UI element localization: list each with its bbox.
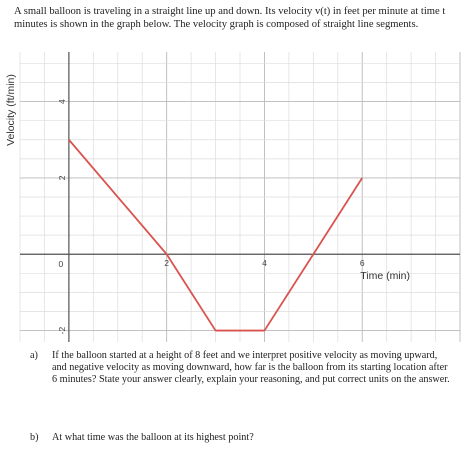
question-b-text: At what time was the balloon at its highest point? xyxy=(52,432,254,443)
question-a-tag: a) xyxy=(30,350,38,361)
x-tick-label-6: 6 xyxy=(359,258,365,269)
question-a-text: If the balloon started at a height of 8 feet and we interpret positive velocity as moving upward, and negative velocity as moving downward, how far is the balloon from its starting location after 6 minutes? State your answer clearly, explain your reasoning, and put correct units on the answer. xyxy=(52,350,450,385)
y-tick-label-2: 2 xyxy=(56,175,67,181)
y-axis-title: Velocity (ft/min) xyxy=(5,74,17,146)
origin-label: 0 xyxy=(58,259,64,270)
question-b xyxy=(30,432,450,444)
question-b-tag: b) xyxy=(30,432,39,443)
grid xyxy=(20,52,460,342)
velocity-graph xyxy=(0,52,474,342)
y-tick-label--2: -2 xyxy=(56,326,67,335)
y-tick-label-4: 4 xyxy=(56,99,67,104)
problem-intro: A small balloon is traveling in a straight line up and down. Its velocity v(t) in feet per minute at time t minutes is shown in the graph below. The velocity graph is composed of straight line segments. xyxy=(14,6,446,30)
question-a xyxy=(30,350,450,386)
x-tick-label-2: 2 xyxy=(164,258,170,269)
x-axis-title: Time (min) xyxy=(360,270,411,283)
axis-labels xyxy=(5,74,410,334)
x-tick-label-4: 4 xyxy=(262,258,267,269)
